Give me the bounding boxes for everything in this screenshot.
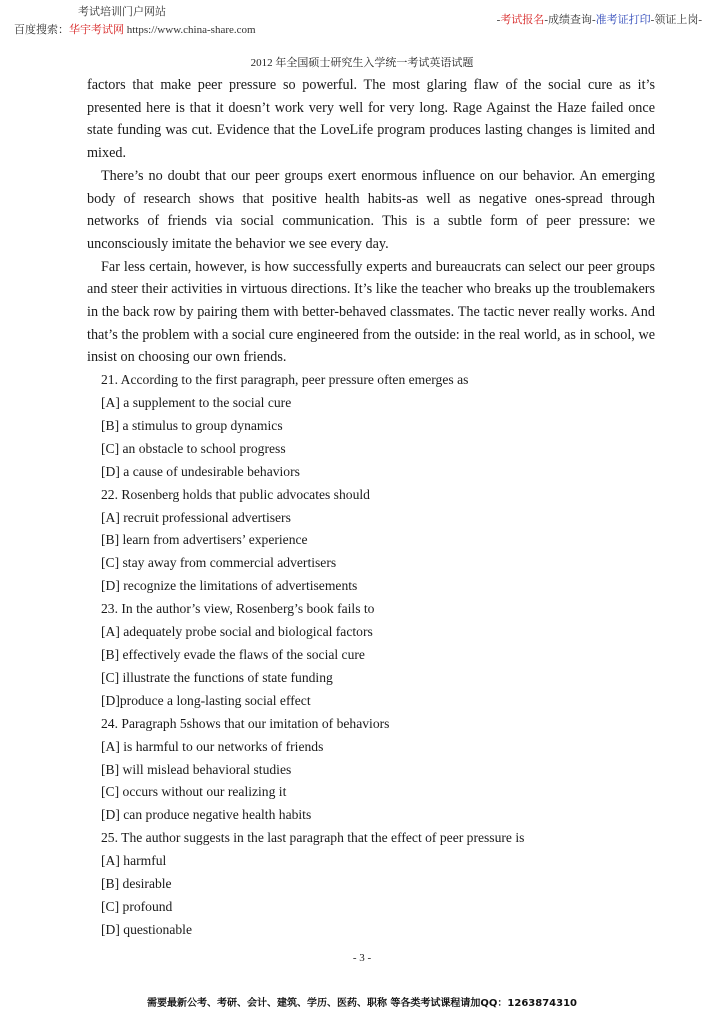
paragraph: There’s no doubt that our peer groups exert enormous influence on our behavior. An emerging body of research shows that positive health habits-as well as negative ones-spread through networks of friends via social communication. This is a subtle form of peer pressure: we unconsciously imitate the behavior we see every day. (87, 167, 655, 252)
link-registration[interactable]: 考试报名 (500, 14, 545, 26)
document-body (87, 74, 655, 942)
question-stem: 22. Rosenberg holds that public advocates should (101, 486, 370, 502)
search-keyword: 华宇考试网 (69, 24, 124, 36)
question-stem: 24. Paragraph 5shows that our imitation of behaviors (101, 715, 390, 731)
question-stem: 25. The author suggests in the last paragraph that the effect of peer pressure is (101, 830, 525, 846)
paragraph: Far less certain, however, is how successfully experts and bureaucrats can select our peer groups and steer their activities in virtuous directions. It’s like the teacher who breaks up the troublemakers in the back row by pairing them with better-behaved classmates. The tactic never really works. And that’s the problem with a social cure engineered from the outside: in the real world, as in school, we insist on choosing our own friends. (87, 258, 655, 366)
link-admission-ticket[interactable]: 准考证打印 (595, 14, 651, 26)
question-option: [B] desirable (101, 876, 172, 892)
question-option: [A] harmful (101, 853, 167, 869)
question-option: [B] will mislead behavioral studies (101, 761, 292, 777)
question-option: [C] profound (101, 898, 173, 914)
site-name: 考试培训门户网站 (78, 6, 166, 18)
link-separator: - (650, 14, 655, 26)
link-certificate[interactable]: 领证上岗 (654, 14, 699, 26)
question-option: [C] illustrate the functions of state funding (101, 669, 333, 685)
link-separator: - (698, 14, 702, 26)
search-label: 百度搜索： (14, 24, 69, 36)
question-option: [B] effectively evade the flaws of the social cure (101, 647, 365, 663)
question-23 (87, 598, 655, 713)
question-option: [D] a cause of undesirable behaviors (101, 463, 300, 479)
question-option: [A] is harmful to our networks of friends (101, 738, 324, 754)
document-title: 2012 年全国硕士研究生入学统一考试英语试题 (250, 57, 474, 69)
question-stem: 21. According to the first paragraph, peer pressure often emerges as (101, 372, 469, 388)
link-scores[interactable]: 成绩查询 (547, 14, 592, 26)
question-stem: 23. In the author’s view, Rosenberg’s book fails to (101, 601, 375, 617)
question-option: [A] a supplement to the social cure (101, 395, 292, 411)
question-option: [A] recruit professional advertisers (101, 509, 291, 525)
question-option: [C] occurs without our realizing it (101, 784, 287, 800)
question-option: [D] recognize the limitations of advertisements (101, 578, 358, 594)
question-option: [C] stay away from commercial advertisers (101, 555, 337, 571)
page-number: - 3 - (352, 952, 372, 964)
question-21 (87, 369, 655, 484)
question-option: [A] adequately probe social and biological factors (101, 624, 373, 640)
question-option: [C] an obstacle to school progress (101, 440, 286, 456)
search-hint (14, 21, 256, 37)
site-url[interactable]: https://www.china-share.com (126, 24, 256, 36)
footer-notice: 需要最新公考、考研、会计、建筑、学历、医药、职称 等各类考试课程请加QQ：1263874310 (146, 998, 578, 1009)
question-option: [D] questionable (101, 921, 192, 937)
question-option: [B] learn from advertisers’ experience (101, 532, 308, 548)
link-separator: - (591, 14, 596, 26)
question-25 (87, 827, 655, 942)
paragraph: factors that make peer pressure so powerful. The most glaring flaw of the social cure as it’s presented here is that it doesn’t work very well for very long. Rage Against the Haze failed once state funding was cut. Evidence that the LoveLife program produces lasting changes is limited and mixed. (87, 77, 655, 162)
header-links (497, 11, 702, 27)
question-22 (87, 484, 655, 599)
question-option: [D] can produce negative health habits (101, 807, 312, 823)
question-24 (87, 713, 655, 828)
link-separator: - (544, 14, 548, 26)
question-option: [B] a stimulus to group dynamics (101, 417, 283, 433)
question-option: [D]produce a long-lasting social effect (101, 692, 311, 708)
link-separator: - (496, 14, 501, 26)
